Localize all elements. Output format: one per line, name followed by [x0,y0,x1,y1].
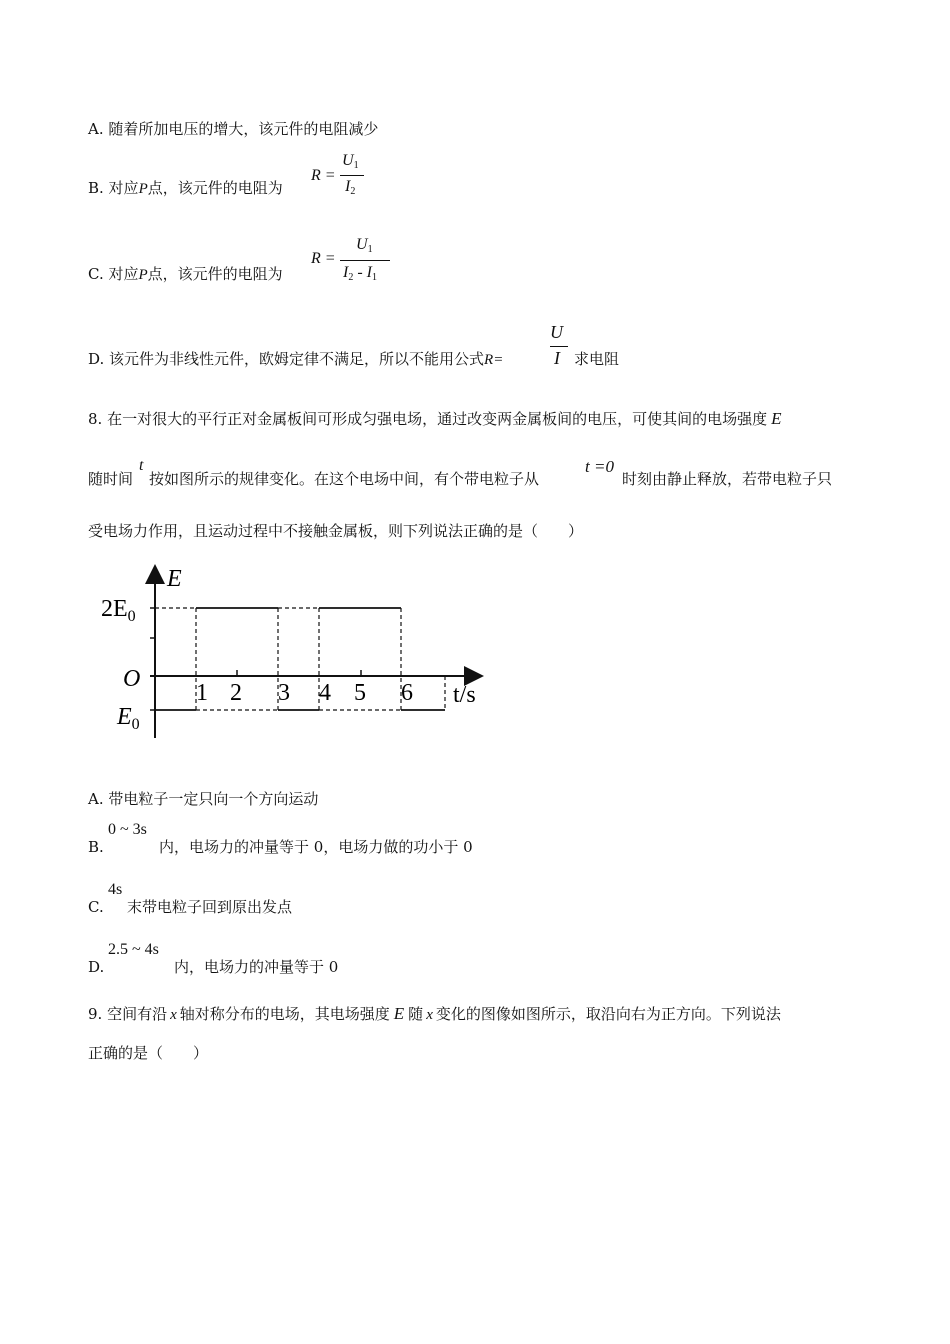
x-tick-2: 2 [230,680,242,706]
q8-t0: t =0 [585,457,614,476]
x-tick-3: 3 [278,680,290,706]
e-t-graph [95,560,495,745]
x-tick-6: 6 [401,680,413,706]
q8-option-b-text: 内，电场力的冲量等于 0，电场力做的功小于 0 [159,838,473,856]
q8-option-c-text: 末带电粒子回到原出发点 [127,898,293,916]
q9-line-1: 9. 空间有沿 x 轴对称分布的电场，其电场强度 E 随 x 变化的图像如图所示，取沿向右为正方向。下列说法 [88,1004,781,1023]
q8-option-b-math: 0 ~ 3s [108,821,147,838]
x-tick-5: 5 [354,680,366,706]
q8-t: t [139,457,144,474]
q7-option-a: A. 随着所加电压的增大，该元件的电阻减少 [88,120,379,138]
q8-line-2c: 时刻由静止释放，若带电粒子只 [622,470,833,488]
q8-option-a: A. 带电粒子一定只向一个方向运动 [88,790,319,808]
q8-line-1: 8. 在一对很大的平行正对金属板间可形成匀强电场，通过改变两金属板间的电压，可使其间的电场强度 E [88,409,782,428]
q7-c-lhs: R = [311,250,336,267]
q8-option-c-label: C. [88,898,104,916]
q9-line-2: 正确的是（ ） [88,1044,209,1062]
q8-line-2b: 按如图所示的规律变化。在这个电场中间，有个带电粒子从 [149,470,540,488]
label-e0: $E_0$ [117,704,140,733]
q8-option-d-math: 2.5 ~ 4s [108,941,159,958]
q8-line-2: 随时间 [88,470,134,488]
label-2e0: $2E_0$ [101,596,136,625]
x-tick-4: 4 [319,680,331,706]
q7-option-d: D. 该元件为非线性元件，欧姆定律不满足，所以不能用公式R= [88,350,504,368]
q8-option-d-label: D. [88,958,105,976]
origin-label: O [123,666,141,692]
q8-option-d-text: 内，电场力的冲量等于 0 [174,958,339,976]
x-axis-label: t/s [453,682,476,708]
q8-option-c-math: 4s [108,881,123,898]
q8-option-b-label: B. [88,838,104,856]
q7-option-c: C. 对应P点，该元件的电阻为 [88,265,283,283]
q7-d-suffix: 求电阻 [574,350,620,368]
q7-option-b: B. 对应P点，该元件的电阻为 [88,179,283,197]
y-axis-label: E [167,566,182,592]
q7-b-lhs: R = [311,167,336,184]
q8-line-3: 受电场力作用，且运动过程中不接触金属板，则下列说法正确的是（ ） [88,522,584,540]
x-tick-1: 1 [196,680,208,706]
